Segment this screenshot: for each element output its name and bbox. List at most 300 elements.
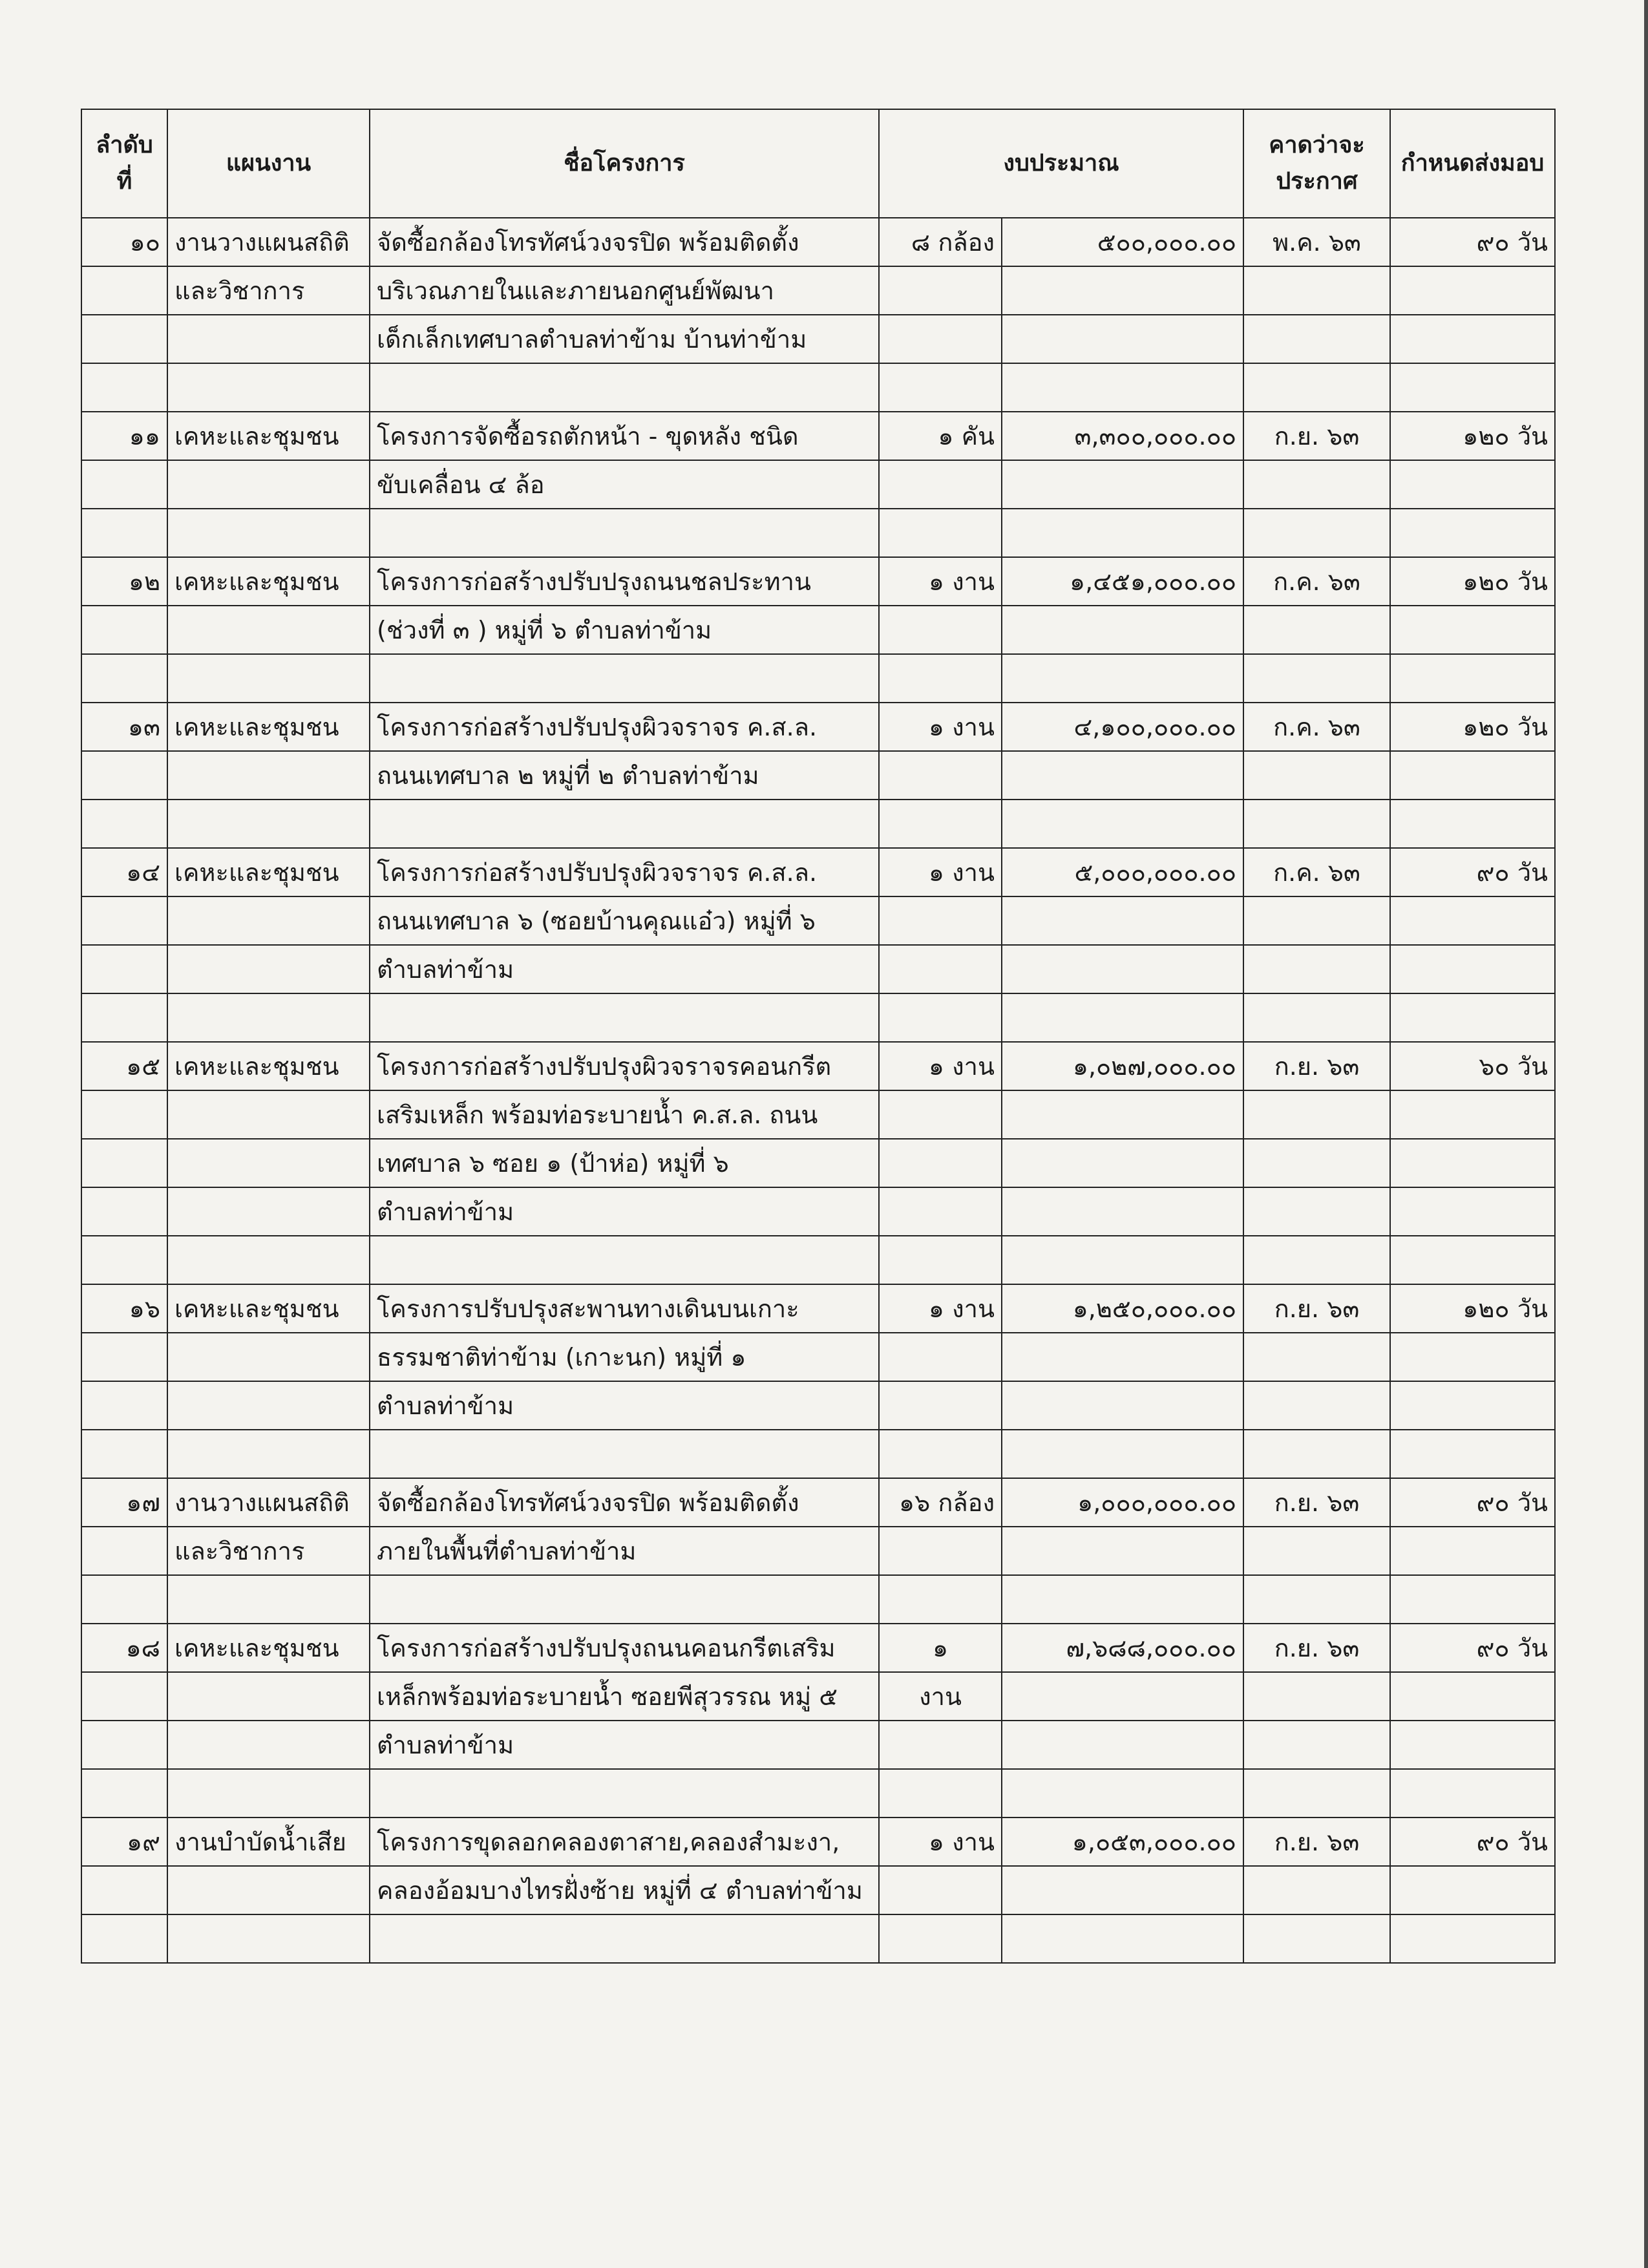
- project-name-cell: [370, 1769, 879, 1818]
- announcement-month-cell: [1243, 751, 1390, 800]
- project-name-cell: [370, 509, 879, 557]
- project-name-cell: ตำบลท่าข้าม: [370, 1187, 879, 1236]
- department-cell: เคหะและชุมชน: [167, 848, 370, 896]
- table-row: [81, 1284, 1555, 1333]
- budget-cell: ๑,๐๒๗,๐๐๐.๐๐: [1002, 1042, 1243, 1090]
- header-order-number: [81, 109, 167, 218]
- quantity-cell: [879, 1527, 1002, 1575]
- delivery-period-cell: ๙๐ วัน: [1390, 1818, 1555, 1866]
- project-name-cell: จัดซื้อกล้องโทรทัศน์วงจรปิด พร้อมติดตั้ง: [370, 1478, 879, 1527]
- header-budget: งบประมาณ: [879, 109, 1243, 218]
- delivery-period-cell: [1390, 1769, 1555, 1818]
- project-name-cell: เหล็กพร้อมท่อระบายน้ำ ซอยพีสุวรรณ หมู่ ๕: [370, 1672, 879, 1721]
- announcement-month-cell: [1243, 1333, 1390, 1381]
- project-name-cell: เทศบาล ๖ ซอย ๑ (ป้าห่อ) หมู่ที่ ๖: [370, 1139, 879, 1187]
- project-name-cell: [370, 800, 879, 848]
- department-cell: งานวางแผนสถิติ: [167, 1478, 370, 1527]
- project-name-cell: โครงการก่อสร้างปรับปรุงผิวจราจร ค.ส.ล.: [370, 848, 879, 896]
- project-name-cell: ตำบลท่าข้าม: [370, 1381, 879, 1430]
- project-name-cell: ตำบลท่าข้าม: [370, 1721, 879, 1769]
- project-name-cell: โครงการก่อสร้างปรับปรุงถนนคอนกรีตเสริม: [370, 1624, 879, 1672]
- delivery-period-cell: [1390, 993, 1555, 1042]
- delivery-period-cell: [1390, 1575, 1555, 1624]
- quantity-cell: ๑ งาน: [879, 1284, 1002, 1333]
- department-cell: [167, 1139, 370, 1187]
- quantity-cell: [879, 363, 1002, 412]
- announcement-month-cell: [1243, 1866, 1390, 1914]
- announcement-month-cell: [1243, 896, 1390, 945]
- delivery-period-cell: [1390, 751, 1555, 800]
- header-announcement-line2: ประกาศ: [1276, 168, 1358, 195]
- announcement-month-cell: ก.ค. ๖๓: [1243, 848, 1390, 896]
- project-name-cell: (ช่วงที่ ๓ ) หมู่ที่ ๖ ตำบลท่าข้าม: [370, 606, 879, 654]
- department-cell: เคหะและชุมชน: [167, 557, 370, 606]
- delivery-period-cell: ๑๒๐ วัน: [1390, 703, 1555, 751]
- table-row: [81, 1333, 1555, 1381]
- table-row: [81, 848, 1555, 896]
- project-name-cell: [370, 1575, 879, 1624]
- announcement-month-cell: [1243, 1575, 1390, 1624]
- budget-cell: [1002, 1866, 1243, 1914]
- department-cell: [167, 1381, 370, 1430]
- department-cell: เคหะและชุมชน: [167, 1284, 370, 1333]
- table-row: [81, 1042, 1555, 1090]
- budget-cell: ๓,๓๐๐,๐๐๐.๐๐: [1002, 412, 1243, 460]
- header-row: [81, 109, 1555, 218]
- project-name-cell: [370, 993, 879, 1042]
- table-row: [81, 1187, 1555, 1236]
- delivery-period-cell: [1390, 363, 1555, 412]
- budget-cell: [1002, 800, 1243, 848]
- order-number-cell: [81, 1769, 167, 1818]
- quantity-cell: ๑ งาน: [879, 1042, 1002, 1090]
- order-number-cell: [81, 993, 167, 1042]
- budget-cell: [1002, 1914, 1243, 1963]
- header-order-number-line2: ที่: [116, 168, 132, 195]
- quantity-cell: [879, 1866, 1002, 1914]
- announcement-month-cell: ก.ย. ๖๓: [1243, 1478, 1390, 1527]
- department-cell: [167, 315, 370, 363]
- budget-cell: [1002, 1139, 1243, 1187]
- quantity-cell: [879, 993, 1002, 1042]
- budget-cell: [1002, 1672, 1243, 1721]
- budget-cell: [1002, 1333, 1243, 1381]
- announcement-month-cell: [1243, 460, 1390, 509]
- header-project-name: ชื่อโครงการ: [370, 109, 879, 218]
- announcement-month-cell: ก.ย. ๖๓: [1243, 1818, 1390, 1866]
- quantity-cell: [879, 1769, 1002, 1818]
- table-row: [81, 896, 1555, 945]
- project-name-cell: บริเวณภายในและภายนอกศูนย์พัฒนา: [370, 266, 879, 315]
- announcement-month-cell: [1243, 1430, 1390, 1478]
- order-number-cell: [81, 1527, 167, 1575]
- order-number-cell: [81, 460, 167, 509]
- delivery-period-cell: [1390, 1672, 1555, 1721]
- department-cell: และวิชาการ: [167, 266, 370, 315]
- budget-cell: ๑,๐๐๐,๐๐๐.๐๐: [1002, 1478, 1243, 1527]
- department-cell: [167, 1333, 370, 1381]
- project-name-cell: เสริมเหล็ก พร้อมท่อระบายน้ำ ค.ส.ล. ถนน: [370, 1090, 879, 1139]
- announcement-month-cell: [1243, 1527, 1390, 1575]
- department-cell: [167, 993, 370, 1042]
- delivery-period-cell: [1390, 896, 1555, 945]
- order-number-cell: ๑๒: [81, 557, 167, 606]
- department-cell: [167, 751, 370, 800]
- order-number-cell: ๑๘: [81, 1624, 167, 1672]
- department-cell: [167, 945, 370, 993]
- budget-cell: ๑,๔๕๑,๐๐๐.๐๐: [1002, 557, 1243, 606]
- department-cell: เคหะและชุมชน: [167, 412, 370, 460]
- order-number-cell: [81, 896, 167, 945]
- order-number-cell: [81, 1381, 167, 1430]
- department-cell: [167, 1236, 370, 1284]
- quantity-cell: [879, 509, 1002, 557]
- table-row: [81, 1478, 1555, 1527]
- quantity-cell: [879, 1575, 1002, 1624]
- delivery-period-cell: [1390, 1333, 1555, 1381]
- announcement-month-cell: [1243, 1381, 1390, 1430]
- budget-cell: [1002, 460, 1243, 509]
- table-row: [81, 751, 1555, 800]
- order-number-cell: [81, 1236, 167, 1284]
- project-name-cell: ตำบลท่าข้าม: [370, 945, 879, 993]
- announcement-month-cell: [1243, 266, 1390, 315]
- quantity-cell: [879, 1381, 1002, 1430]
- table-row: [81, 703, 1555, 751]
- department-cell: [167, 1769, 370, 1818]
- department-cell: [167, 460, 370, 509]
- table-row: [81, 218, 1555, 266]
- quantity-cell: [879, 266, 1002, 315]
- announcement-month-cell: [1243, 1721, 1390, 1769]
- project-name-cell: โครงการก่อสร้างปรับปรุงถนนชลประทาน: [370, 557, 879, 606]
- announcement-month-cell: ก.ค. ๖๓: [1243, 703, 1390, 751]
- quantity-cell: [879, 1914, 1002, 1963]
- budget-cell: [1002, 751, 1243, 800]
- order-number-cell: ๑๕: [81, 1042, 167, 1090]
- delivery-period-cell: [1390, 1914, 1555, 1963]
- department-cell: และวิชาการ: [167, 1527, 370, 1575]
- department-cell: เคหะและชุมชน: [167, 703, 370, 751]
- quantity-cell: ๘ กล้อง: [879, 218, 1002, 266]
- scan-edge: [1644, 0, 1648, 2268]
- announcement-month-cell: [1243, 945, 1390, 993]
- delivery-period-cell: [1390, 1090, 1555, 1139]
- department-cell: [167, 896, 370, 945]
- delivery-period-cell: ๙๐ วัน: [1390, 848, 1555, 896]
- budget-cell: ๑,๐๕๓,๐๐๐.๐๐: [1002, 1818, 1243, 1866]
- department-cell: [167, 509, 370, 557]
- order-number-cell: [81, 509, 167, 557]
- department-cell: เคหะและชุมชน: [167, 1624, 370, 1672]
- department-cell: [167, 1575, 370, 1624]
- department-cell: เคหะและชุมชน: [167, 1042, 370, 1090]
- project-name-cell: ภายในพื้นที่ตำบลท่าข้าม: [370, 1527, 879, 1575]
- quantity-cell: ๑ คัน: [879, 412, 1002, 460]
- order-number-cell: [81, 1430, 167, 1478]
- delivery-period-cell: [1390, 509, 1555, 557]
- announcement-month-cell: [1243, 800, 1390, 848]
- budget-cell: [1002, 654, 1243, 703]
- table-row: [81, 1866, 1555, 1914]
- quantity-cell: [879, 1721, 1002, 1769]
- quantity-cell: [879, 945, 1002, 993]
- table-row: [81, 1818, 1555, 1866]
- project-name-cell: [370, 654, 879, 703]
- order-number-cell: [81, 1090, 167, 1139]
- header-department: แผนงาน: [167, 109, 370, 218]
- table-row: [81, 412, 1555, 460]
- department-cell: [167, 1430, 370, 1478]
- table-row: [81, 1236, 1555, 1284]
- order-number-cell: [81, 606, 167, 654]
- announcement-month-cell: พ.ค. ๖๓: [1243, 218, 1390, 266]
- delivery-period-cell: [1390, 606, 1555, 654]
- department-cell: [167, 1187, 370, 1236]
- table-row: [81, 1672, 1555, 1721]
- table-row: [81, 1527, 1555, 1575]
- department-cell: งานบำบัดน้ำเสีย: [167, 1818, 370, 1866]
- table-body: [81, 218, 1555, 1963]
- delivery-period-cell: ๑๒๐ วัน: [1390, 1284, 1555, 1333]
- announcement-month-cell: [1243, 1187, 1390, 1236]
- quantity-cell: [879, 1236, 1002, 1284]
- delivery-period-cell: [1390, 945, 1555, 993]
- announcement-month-cell: [1243, 509, 1390, 557]
- budget-cell: [1002, 1430, 1243, 1478]
- table-row: [81, 1139, 1555, 1187]
- budget-cell: [1002, 1769, 1243, 1818]
- announcement-month-cell: [1243, 1236, 1390, 1284]
- announcement-month-cell: [1243, 1139, 1390, 1187]
- announcement-month-cell: [1243, 1090, 1390, 1139]
- table-row: [81, 1090, 1555, 1139]
- budget-cell: [1002, 1090, 1243, 1139]
- delivery-period-cell: ๑๒๐ วัน: [1390, 412, 1555, 460]
- project-name-cell: จัดซื้อกล้องโทรทัศน์วงจรปิด พร้อมติดตั้ง: [370, 218, 879, 266]
- quantity-cell: [879, 800, 1002, 848]
- header-announcement-line1: คาดว่าจะ: [1269, 132, 1365, 158]
- department-cell: [167, 800, 370, 848]
- quantity-cell: ๑ งาน: [879, 703, 1002, 751]
- order-number-cell: [81, 1187, 167, 1236]
- budget-cell: ๕,๐๐๐,๐๐๐.๐๐: [1002, 848, 1243, 896]
- department-cell: [167, 606, 370, 654]
- budget-cell: ๑,๒๕๐,๐๐๐.๐๐: [1002, 1284, 1243, 1333]
- announcement-month-cell: [1243, 363, 1390, 412]
- quantity-cell: [879, 1090, 1002, 1139]
- table-row: [81, 315, 1555, 363]
- project-name-cell: โครงการจัดซื้อรถตักหน้า - ขุดหลัง ชนิด: [370, 412, 879, 460]
- announcement-month-cell: ก.ย. ๖๓: [1243, 412, 1390, 460]
- project-name-cell: ถนนเทศบาล ๖ (ซอยบ้านคุณแอ๋ว) หมู่ที่ ๖: [370, 896, 879, 945]
- order-number-cell: [81, 1672, 167, 1721]
- project-name-cell: [370, 1236, 879, 1284]
- quantity-cell: [879, 896, 1002, 945]
- table-row: [81, 1430, 1555, 1478]
- project-name-cell: เด็กเล็กเทศบาลตำบลท่าข้าม บ้านท่าข้าม: [370, 315, 879, 363]
- budget-cell: [1002, 1721, 1243, 1769]
- delivery-period-cell: [1390, 654, 1555, 703]
- delivery-period-cell: [1390, 460, 1555, 509]
- quantity-cell: [879, 654, 1002, 703]
- delivery-period-cell: [1390, 1381, 1555, 1430]
- delivery-period-cell: [1390, 1139, 1555, 1187]
- delivery-period-cell: [1390, 1527, 1555, 1575]
- order-number-cell: [81, 1721, 167, 1769]
- department-cell: [167, 1866, 370, 1914]
- order-number-cell: [81, 751, 167, 800]
- delivery-period-cell: ๙๐ วัน: [1390, 218, 1555, 266]
- budget-cell: [1002, 1575, 1243, 1624]
- department-cell: [167, 1090, 370, 1139]
- project-name-cell: คลองอ้อมบางไทรฝั่งซ้าย หมู่ที่ ๔ ตำบลท่าข้าม: [370, 1866, 879, 1914]
- order-number-cell: [81, 945, 167, 993]
- department-cell: [167, 363, 370, 412]
- quantity-cell: [879, 460, 1002, 509]
- table-row: [81, 266, 1555, 315]
- project-name-cell: โครงการก่อสร้างปรับปรุงผิวจราจรคอนกรีต: [370, 1042, 879, 1090]
- department-cell: [167, 1672, 370, 1721]
- order-number-cell: [81, 1575, 167, 1624]
- delivery-period-cell: ๙๐ วัน: [1390, 1624, 1555, 1672]
- order-number-cell: [81, 654, 167, 703]
- budget-cell: [1002, 315, 1243, 363]
- quantity-cell: [879, 1139, 1002, 1187]
- delivery-period-cell: [1390, 266, 1555, 315]
- announcement-month-cell: ก.ค. ๖๓: [1243, 557, 1390, 606]
- budget-cell: [1002, 993, 1243, 1042]
- announcement-month-cell: ก.ย. ๖๓: [1243, 1624, 1390, 1672]
- delivery-period-cell: ๖๐ วัน: [1390, 1042, 1555, 1090]
- order-number-cell: ๑๙: [81, 1818, 167, 1866]
- table-row: [81, 654, 1555, 703]
- order-number-cell: [81, 1333, 167, 1381]
- department-cell: งานวางแผนสถิติ: [167, 218, 370, 266]
- order-number-cell: [81, 1866, 167, 1914]
- order-number-cell: [81, 363, 167, 412]
- budget-cell: ๔,๑๐๐,๐๐๐.๐๐: [1002, 703, 1243, 751]
- quantity-cell: ๑: [879, 1624, 1002, 1672]
- table-row: [81, 1769, 1555, 1818]
- quantity-cell: ๑ งาน: [879, 1818, 1002, 1866]
- delivery-period-cell: [1390, 800, 1555, 848]
- quantity-cell: ๑ งาน: [879, 557, 1002, 606]
- quantity-cell: ๑ งาน: [879, 848, 1002, 896]
- quantity-cell: [879, 1187, 1002, 1236]
- delivery-period-cell: [1390, 1187, 1555, 1236]
- delivery-period-cell: ๑๒๐ วัน: [1390, 557, 1555, 606]
- order-number-cell: ๑๖: [81, 1284, 167, 1333]
- table-row: [81, 993, 1555, 1042]
- table-row: [81, 945, 1555, 993]
- budget-cell: [1002, 1187, 1243, 1236]
- delivery-period-cell: [1390, 1866, 1555, 1914]
- header-expected-announcement: [1243, 109, 1390, 218]
- project-name-cell: [370, 1430, 879, 1478]
- order-number-cell: [81, 800, 167, 848]
- table-row: [81, 1575, 1555, 1624]
- order-number-cell: ๑๑: [81, 412, 167, 460]
- order-number-cell: [81, 266, 167, 315]
- delivery-period-cell: [1390, 1721, 1555, 1769]
- quantity-cell: [879, 1333, 1002, 1381]
- quantity-cell: งาน: [879, 1672, 1002, 1721]
- department-cell: [167, 1721, 370, 1769]
- announcement-month-cell: [1243, 606, 1390, 654]
- delivery-period-cell: [1390, 1430, 1555, 1478]
- table-row: [81, 1914, 1555, 1963]
- budget-cell: [1002, 1381, 1243, 1430]
- order-number-cell: ๑๗: [81, 1478, 167, 1527]
- quantity-cell: [879, 606, 1002, 654]
- order-number-cell: [81, 1914, 167, 1963]
- procurement-plan-table: [81, 109, 1556, 1964]
- quantity-cell: [879, 751, 1002, 800]
- budget-cell: [1002, 1527, 1243, 1575]
- table-row: [81, 363, 1555, 412]
- budget-cell: [1002, 509, 1243, 557]
- department-cell: [167, 1914, 370, 1963]
- budget-cell: [1002, 1236, 1243, 1284]
- quantity-cell: ๑๖ กล้อง: [879, 1478, 1002, 1527]
- table-row: [81, 606, 1555, 654]
- budget-cell: [1002, 606, 1243, 654]
- table-row: [81, 460, 1555, 509]
- table-row: [81, 1624, 1555, 1672]
- project-name-cell: โครงการขุดลอกคลองตาสาย,คลองสำมะงา,: [370, 1818, 879, 1866]
- quantity-cell: [879, 1430, 1002, 1478]
- budget-cell: [1002, 896, 1243, 945]
- delivery-period-cell: [1390, 315, 1555, 363]
- table-row: [81, 509, 1555, 557]
- announcement-month-cell: [1243, 315, 1390, 363]
- header-delivery-period: กำหนดส่งมอบ: [1390, 109, 1555, 218]
- project-name-cell: [370, 363, 879, 412]
- budget-cell: [1002, 363, 1243, 412]
- table-row: [81, 557, 1555, 606]
- delivery-period-cell: ๙๐ วัน: [1390, 1478, 1555, 1527]
- order-number-cell: [81, 315, 167, 363]
- project-name-cell: ธรรมชาติท่าข้าม (เกาะนก) หมู่ที่ ๑: [370, 1333, 879, 1381]
- project-name-cell: ขับเคลื่อน ๔ ล้อ: [370, 460, 879, 509]
- project-name-cell: โครงการก่อสร้างปรับปรุงผิวจราจร ค.ส.ล.: [370, 703, 879, 751]
- table-row: [81, 1721, 1555, 1769]
- project-name-cell: ถนนเทศบาล ๒ หมู่ที่ ๒ ตำบลท่าข้าม: [370, 751, 879, 800]
- quantity-cell: [879, 315, 1002, 363]
- budget-cell: ๗,๖๘๘,๐๐๐.๐๐: [1002, 1624, 1243, 1672]
- order-number-cell: ๑๔: [81, 848, 167, 896]
- announcement-month-cell: [1243, 1769, 1390, 1818]
- announcement-month-cell: [1243, 1914, 1390, 1963]
- delivery-period-cell: [1390, 1236, 1555, 1284]
- table-row: [81, 1381, 1555, 1430]
- announcement-month-cell: [1243, 1672, 1390, 1721]
- header-order-number-line1: ลำดับ: [96, 132, 153, 158]
- announcement-month-cell: [1243, 654, 1390, 703]
- order-number-cell: ๑๐: [81, 218, 167, 266]
- project-name-cell: โครงการปรับปรุงสะพานทางเดินบนเกาะ: [370, 1284, 879, 1333]
- announcement-month-cell: [1243, 993, 1390, 1042]
- announcement-month-cell: ก.ย. ๖๓: [1243, 1284, 1390, 1333]
- announcement-month-cell: ก.ย. ๖๓: [1243, 1042, 1390, 1090]
- project-name-cell: [370, 1914, 879, 1963]
- budget-cell: [1002, 266, 1243, 315]
- budget-cell: ๕๐๐,๐๐๐.๐๐: [1002, 218, 1243, 266]
- department-cell: [167, 654, 370, 703]
- order-number-cell: [81, 1139, 167, 1187]
- order-number-cell: ๑๓: [81, 703, 167, 751]
